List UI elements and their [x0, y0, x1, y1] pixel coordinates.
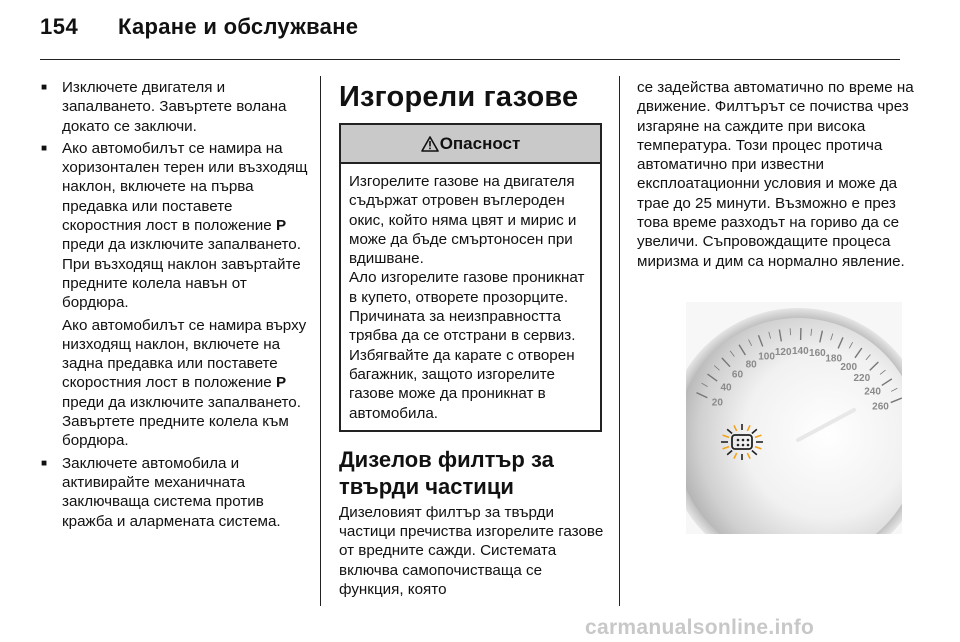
bullet-item: [40, 139, 312, 313]
gauge-tick-label: 200: [840, 361, 858, 373]
danger-box: [339, 123, 602, 432]
warning-triangle-icon: [421, 136, 439, 152]
danger-title: Опасност: [439, 134, 521, 153]
gauge-tick-label: 160: [809, 348, 826, 360]
section-title: Каране и обслужване: [118, 14, 359, 39]
column-2: [339, 78, 604, 599]
danger-paragraph: Избягвайте да карате с отворен багажник, защото изгорелите газове може да проникнат в автомобила.: [349, 346, 575, 422]
body-paragraph: се задейства автоматично по време на движение. Филтърът се почиства чрез изгаряне на саждите при висока температура. Този процес протича автоматично при известни експлоатационни условия и може да трае до 25 минути. Възможно е през това време разходът на гориво да се увеличи. Съпровождащите процеса миризма и дим са нормално явление.: [637, 79, 914, 270]
column-divider-2: [619, 76, 620, 606]
speedometer-illustration: [686, 302, 902, 534]
bullet-text: преди да изключите запалването. При възходящ наклон завъртайте предните колела навън от бордюра.: [62, 236, 301, 312]
page-header: [0, 0, 960, 62]
bullet-item: [40, 454, 312, 531]
column-1: [40, 78, 312, 534]
bullet-text: Заключете автомобила и активирайте механичната заключваща система против кражба и алармената система.: [62, 454, 281, 530]
subsection-heading: Дизелов филтър за твърди частици: [339, 446, 554, 499]
header-divider: [40, 59, 900, 60]
page-number: 154: [40, 14, 79, 39]
gauge-tick-label: 60: [731, 369, 744, 381]
gear-position-p: P: [275, 217, 287, 235]
section-heading: Изгорели газове: [339, 81, 579, 113]
danger-body: [341, 164, 600, 430]
bullet-item: [40, 78, 312, 136]
gauge-tick-label: 180: [825, 353, 843, 365]
gauge-tick-label: 80: [745, 359, 757, 371]
gauge-tick-label: 240: [864, 386, 881, 398]
bullet-text: Ако автомобилът се намира на хоризонтален терен или възходящ наклон, включете на първа предавка или поставете скоростния лост в положение: [62, 139, 308, 235]
column-3: [637, 78, 917, 271]
bullet-text: Изключете двигателя и запалването. Завъртете волана докато се заключи.: [62, 79, 287, 135]
gauge-tick-label: 120: [774, 347, 792, 359]
watermark: carmanualsonline.info: [585, 616, 815, 639]
gauge-tick-label: 100: [758, 351, 775, 363]
gauge-tick-label: 220: [853, 372, 871, 384]
gauge-tick-label: 40: [720, 382, 732, 394]
danger-paragraph: Ало изгорелите газове проникнат в купето, отворете прозорците. Причината за неизправността трябва да се отстрани в сервиз.: [349, 269, 585, 345]
paragraph-text: преди да изключите запалването. Завъртете предните колела към бордюра.: [62, 393, 301, 450]
danger-paragraph: Изгорелите газове на двигателя съдържат отровен въглероден окис, който няма цвят и мирис и може да бъде смъртоносен при вдишване.: [349, 173, 577, 268]
gear-position-p: P: [275, 374, 287, 392]
column-divider-1: [320, 76, 321, 606]
paragraph: [40, 316, 312, 451]
gauge-tick-label: 260: [872, 401, 889, 413]
danger-header: [341, 125, 600, 164]
body-paragraph: Дизеловият филтър за твърди частици пречиства изгорелите газове от вредните сажди. Системата включва самопочистваща се функция, която: [339, 503, 604, 599]
paragraph-text: Ако автомобилът се намира върху низходящ наклон, включете на задна предавка или поставете скоростния лост в положение: [62, 316, 307, 392]
gauge-tick-label: 140: [791, 346, 809, 358]
gauge-tick-label: 20: [711, 397, 723, 409]
